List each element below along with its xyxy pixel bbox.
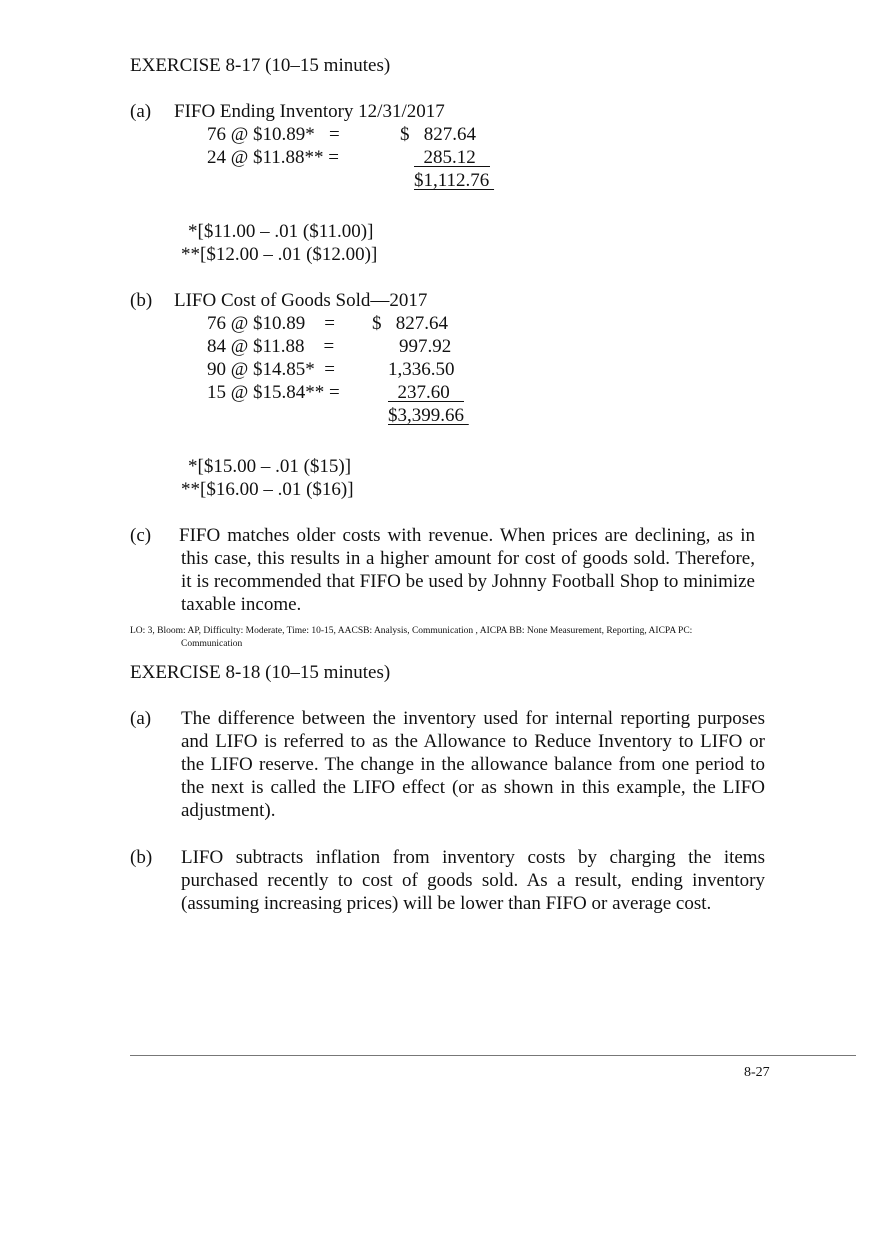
part-a-label: (a) [130,101,152,122]
lifo-amount-4: 237.60 [388,382,464,403]
fifo-heading: FIFO Ending Inventory 12/31/2017 [174,101,445,122]
ex2-part-b-label: (b) [130,847,153,868]
lo-metadata: LO: 3, Bloom: AP, Difficulty: Moderate, Time: 10-15, AACSB: Analysis, Communication , AICPA BB: None Measurement, Reporting, AICPA PC: [130,626,693,636]
fifo-calc-1: 76 @ $10.89* = [207,124,340,145]
part-b-label: (b) [130,290,153,311]
ex2-part-b-text: LIFO subtracts inflation from inventory costs by charging the items purchased recently to cost of goods sold. As a result, ending inventory (assuming increasing prices) will be lower than FIFO or average cost. [181,847,765,914]
page-number: 8-27 [744,1065,770,1080]
lifo-amount-3: 1,336.50 [388,359,455,380]
exercise-8-17-title: EXERCISE 8-17 (10–15 minutes) [130,55,391,76]
part-c-text: FIFO matches older costs with revenue. When prices are declining, as in this case, this results in a higher amount for cost of goods sold. Therefore, it is recommended that FIFO be used by Johnny Football Shop to minimize taxable income. [179,525,755,615]
lifo-amount-1: $ 827.64 [372,313,448,334]
ex2-part-a-label: (a) [130,708,152,729]
fifo-amount-2: 285.12 [414,147,490,168]
ex2-part-a-text: The difference between the inventory used for internal reporting purposes and LIFO is referred to as the Allowance to Reduce Inventory to LIFO or the LIFO reserve. The change in the allowance balance from one period to the next is called the LIFO effect (or as shown in this example, the LIFO adjustment). [181,708,765,821]
lifo-total: $3,399.66 [388,405,469,426]
fifo-note-1: *[$11.00 – .01 ($11.00)] [188,221,374,242]
exercise-8-18-title: EXERCISE 8-18 (10–15 minutes) [130,662,391,683]
lifo-calc-1: 76 @ $10.89 = [207,313,335,334]
lo-metadata-cont: Communication [181,639,243,649]
lifo-heading: LIFO Cost of Goods Sold—2017 [174,290,428,311]
lifo-amount-2: 997.92 [399,336,452,357]
lifo-calc-2: 84 @ $11.88 = [207,336,335,357]
part-c-label: (c) [130,525,152,546]
lifo-calc-3: 90 @ $14.85* = [207,359,335,380]
fifo-amount-1: $ 827.64 [400,124,476,145]
footer-divider [130,1055,856,1056]
lifo-note-2: **[$16.00 – .01 ($16)] [181,479,354,500]
lifo-note-1: *[$15.00 – .01 ($15)] [188,456,352,477]
fifo-note-2: **[$12.00 – .01 ($12.00)] [181,244,378,265]
lifo-calc-4: 15 @ $15.84** = [207,382,340,403]
fifo-calc-2: 24 @ $11.88** = [207,147,340,168]
fifo-total: $1,112.76 [414,170,495,191]
